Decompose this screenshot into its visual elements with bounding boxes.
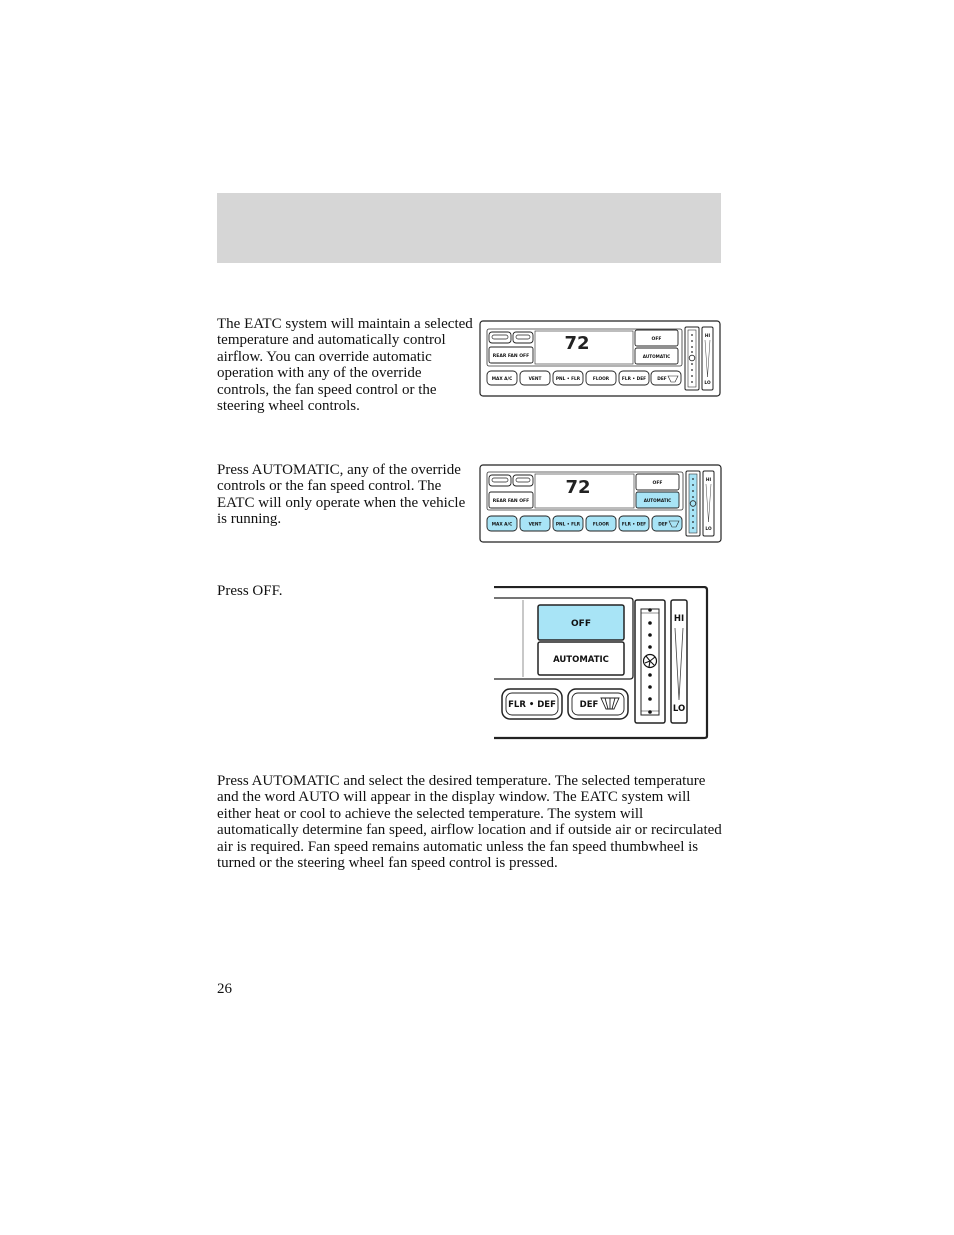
paragraph-automatic-operation: Press AUTOMATIC and select the desired temperature. The selected temperature and the word AUTO will appear in the display window. The EATC system will either heat or cool to achieve the selected temperature. The system will automatically determine fan speed, airflow location and if outside air or recirculated air is required. Fan speed remains automatic unless the fan speed thumbwheel is turned or the steering wheel fan speed control is pressed. <box>217 773 722 872</box>
paragraph-press-automatic: Press AUTOMATIC, any of the override controls or the fan speed control. The EATC will only operate when the vehicle is running. <box>217 462 466 528</box>
floor-label: FLOOR <box>592 522 610 528</box>
off-button-label: OFF <box>571 619 591 629</box>
automatic-button-label: AUTOMATIC <box>642 354 671 359</box>
max-ac-label: MAX A/C <box>491 377 513 382</box>
fan-icon <box>644 655 657 668</box>
section-header-band <box>217 193 721 263</box>
def-label: DEF <box>579 700 599 710</box>
paragraph-eatc-intro: The EATC system will maintain a selected temperature and automatically control airflow. You can override automatic operation with any of the override controls, the fan speed control or the steering wheel controls. <box>217 316 473 415</box>
pnl-flr-label: PNL • FLR <box>555 522 581 528</box>
def-label: DEF <box>657 377 667 382</box>
off-button-label: OFF <box>652 481 663 486</box>
temperature-display: 72 <box>564 333 590 354</box>
def-label: DEF <box>658 522 668 528</box>
eatc-panel-figure-2 <box>479 464 722 543</box>
page-number: 26 <box>217 981 232 997</box>
eatc-panel-figure-1 <box>479 320 721 397</box>
hi-label: HI <box>704 334 711 339</box>
eatc-panel-off-detail <box>493 586 709 740</box>
hi-label: HI <box>705 478 712 483</box>
automatic-button-label: AUTOMATIC <box>553 655 609 665</box>
floor-label: FLOOR <box>592 377 610 382</box>
automatic-button-label: AUTOMATIC <box>643 498 672 503</box>
vent-label: VENT <box>528 522 542 528</box>
lo-label: LO <box>705 527 712 532</box>
vent-label: VENT <box>528 377 542 382</box>
off-button-label: OFF <box>651 337 662 342</box>
flr-def-label: FLR • DEF <box>621 522 647 528</box>
flr-def-label: FLR • DEF <box>621 377 647 382</box>
paragraph-press-off: Press OFF. <box>217 583 283 599</box>
temperature-display: 72 <box>565 477 591 498</box>
flr-def-label: FLR • DEF <box>508 700 556 710</box>
lo-label: LO <box>672 704 686 714</box>
lo-label: LO <box>704 381 711 386</box>
rear-fan-off-label: REAR FAN OFF <box>492 499 530 504</box>
pnl-flr-label: PNL • FLR <box>555 377 581 382</box>
hi-label: HI <box>673 614 685 624</box>
max-ac-label: MAX A/C <box>491 522 513 528</box>
rear-fan-off-label: REAR FAN OFF <box>492 354 530 359</box>
